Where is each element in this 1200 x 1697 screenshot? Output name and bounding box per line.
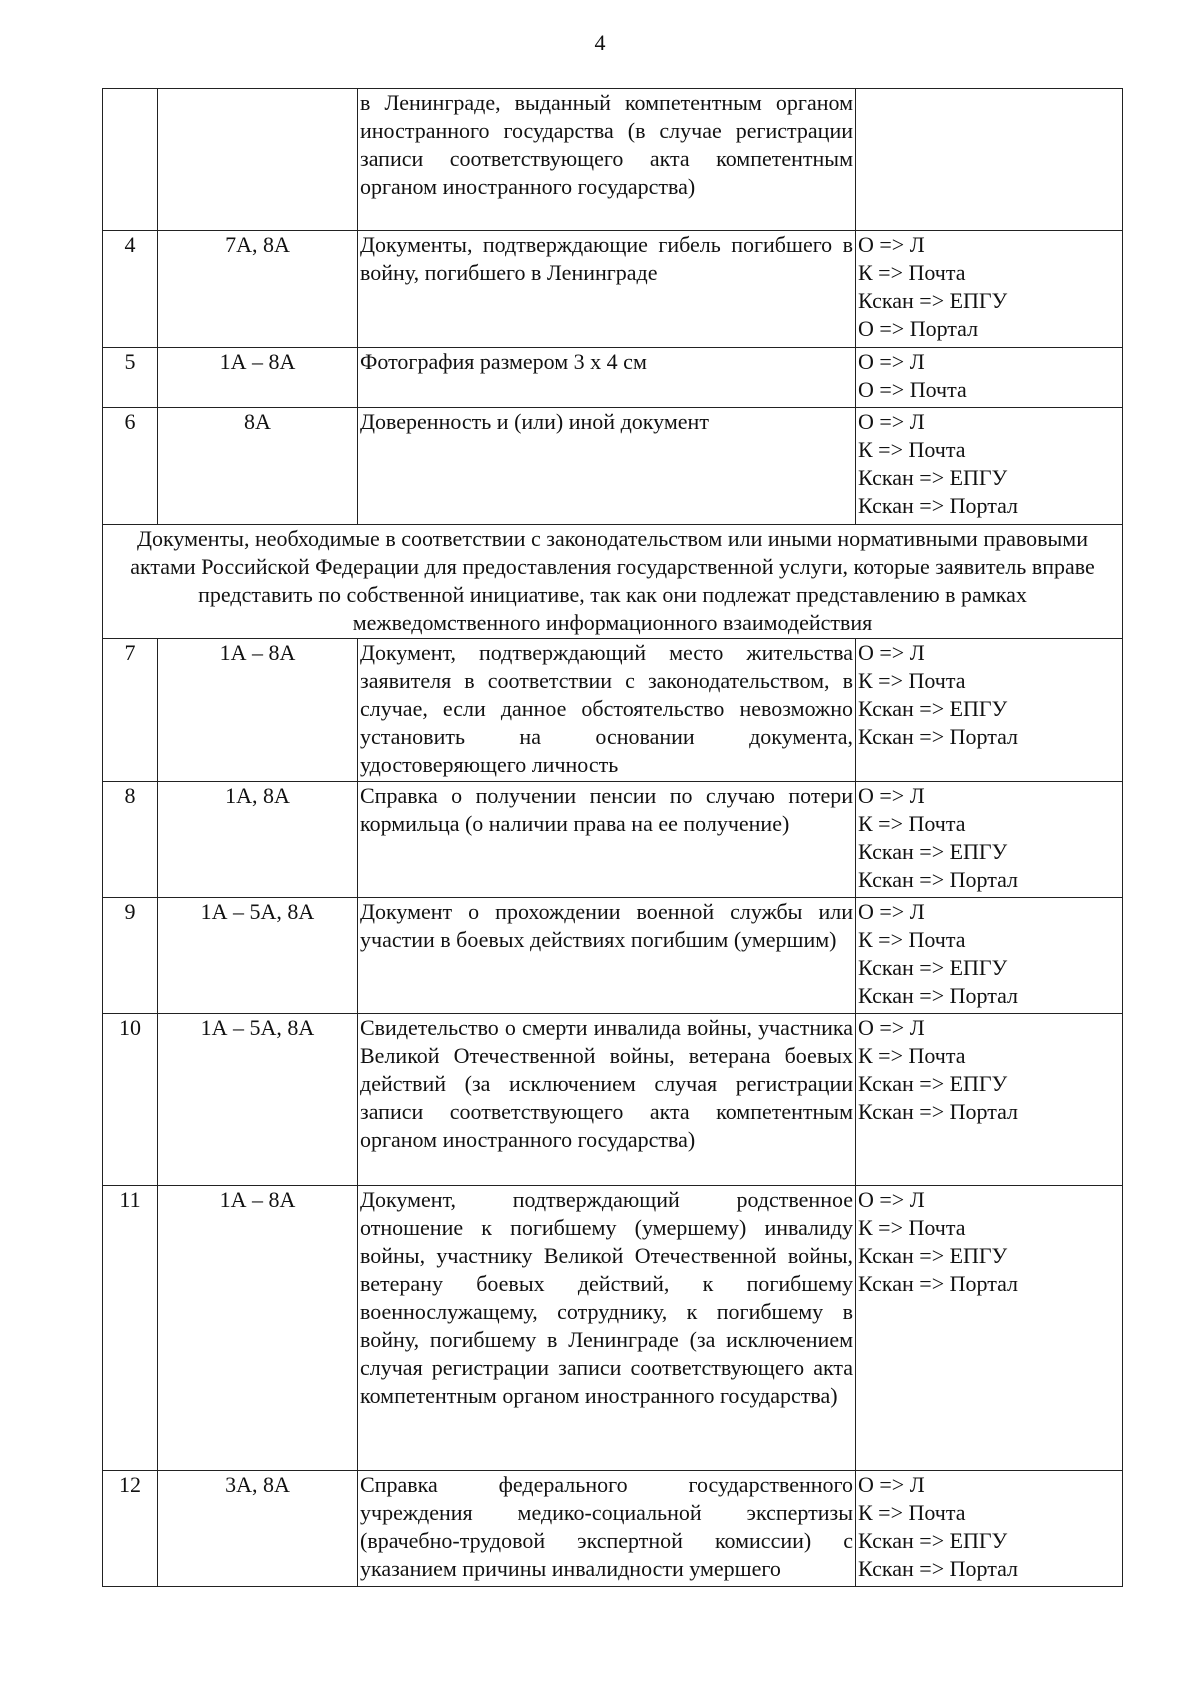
method-item: К => Почта xyxy=(858,1500,966,1525)
page-number: 4 xyxy=(594,30,606,55)
method-item: О => Портал xyxy=(858,316,979,341)
row-methods xyxy=(856,89,1123,231)
method-item: Кскан => ЕПГУ xyxy=(858,288,1008,313)
method-item: Кскан => Портал xyxy=(858,983,1019,1008)
method-item: К => Почта xyxy=(858,1215,966,1240)
method-item: О => Л xyxy=(858,409,925,434)
row-methods xyxy=(856,1014,1123,1186)
row-number: 4 xyxy=(103,231,158,348)
row-methods xyxy=(856,1471,1123,1587)
row-description: Документы, подтверждающие гибель погибшего в войну, погибшего в Ленинграде xyxy=(358,231,856,348)
row-categories: 1А – 8А xyxy=(158,1186,358,1471)
section-heading-row xyxy=(103,525,1123,639)
table-row xyxy=(103,898,1123,1014)
row-description: Фотография размером 3 х 4 см xyxy=(358,348,856,408)
method-item: К => Почта xyxy=(858,1043,966,1068)
row-number: 10 xyxy=(103,1014,158,1186)
row-categories: 8А xyxy=(158,408,358,525)
method-item: О => Л xyxy=(858,899,925,924)
row-number: 7 xyxy=(103,639,158,782)
row-methods xyxy=(856,898,1123,1014)
row-categories: 1А – 8А xyxy=(158,639,358,782)
method-item: О => Л xyxy=(858,1015,925,1040)
method-item: К => Почта xyxy=(858,260,966,285)
method-item: Кскан => ЕПГУ xyxy=(858,955,1008,980)
method-item: Кскан => Портал xyxy=(858,1271,1019,1296)
row-categories: 1А – 5А, 8А xyxy=(158,1014,358,1186)
table-row xyxy=(103,231,1123,348)
row-categories xyxy=(158,89,358,231)
method-item: О => Л xyxy=(858,1187,925,1212)
method-item: О => Л xyxy=(858,783,925,808)
row-methods xyxy=(856,348,1123,408)
row-methods xyxy=(856,639,1123,782)
method-item: О => Л xyxy=(858,640,925,665)
method-item: О => Л xyxy=(858,232,925,257)
table-row xyxy=(103,408,1123,525)
method-item: О => Л xyxy=(858,1472,925,1497)
method-item: Кскан => Портал xyxy=(858,724,1019,749)
row-methods xyxy=(856,408,1123,525)
row-number: 9 xyxy=(103,898,158,1014)
row-description: Свидетельство о смерти инвалида войны, участника Великой Отечественной войны, ветерана боевых действий (за исключением случая регистрации записи соответствующего акта компетентным органом иностранного государства) xyxy=(358,1014,856,1186)
documents-table xyxy=(102,88,1123,1587)
method-item: О => Почта xyxy=(858,377,967,402)
row-description: Справка федерального государственного учреждения медико-социальной экспертизы (врачебно-трудовой экспертной комиссии) с указанием причины инвалидности умершего xyxy=(358,1471,856,1587)
row-categories: 1А – 8А xyxy=(158,348,358,408)
method-item: К => Почта xyxy=(858,927,966,952)
table-row xyxy=(103,1014,1123,1186)
row-description: Документ, подтверждающий место жительства заявителя в соответствии с законодательством, в случае, если данное обстоятельство невозможно установить на основании документа, удостоверяющего личность xyxy=(358,639,856,782)
row-methods xyxy=(856,231,1123,348)
row-number xyxy=(103,89,158,231)
row-number: 5 xyxy=(103,348,158,408)
table-row xyxy=(103,89,1123,231)
method-item: Кскан => ЕПГУ xyxy=(858,839,1008,864)
row-methods xyxy=(856,782,1123,898)
row-categories: 7А, 8А xyxy=(158,231,358,348)
row-categories: 1А, 8А xyxy=(158,782,358,898)
section-heading: Документы, необходимые в соответствии с законодательством или иными нормативными правовыми актами Российской Федерации для предоставления государственной услуги, которые заявитель вправе представить по собственной инициативе, так как они подлежат представлению в рамках межведомственного информационного взаимодействия xyxy=(103,525,1123,639)
method-item: Кскан => ЕПГУ xyxy=(858,1071,1008,1096)
method-item: Кскан => ЕПГУ xyxy=(858,465,1008,490)
table-row xyxy=(103,639,1123,782)
method-item: К => Почта xyxy=(858,437,966,462)
row-description: Документ, подтверждающий родственное отношение к погибшему (умершему) инвалиду войны, участнику Великой Отечественной войны, ветерану боевых действий, к погибшему военнослужащему, сотруднику, к погибшему в войну, погибшему в Ленинграде (за исключением случая регистрации записи соответствующего акта компетентным органом иностранного государства) xyxy=(358,1186,856,1471)
table-row xyxy=(103,1471,1123,1587)
method-item: Кскан => ЕПГУ xyxy=(858,696,1008,721)
row-methods xyxy=(856,1186,1123,1471)
method-item: О => Л xyxy=(858,349,925,374)
row-description: Справка о получении пенсии по случаю потери кормильца (о наличии права на ее получение) xyxy=(358,782,856,898)
method-item: К => Почта xyxy=(858,668,966,693)
table-row xyxy=(103,1186,1123,1471)
row-description: в Ленинграде, выданный компетентным органом иностранного государства (в случае регистрации записи соответствующего акта компетентным органом иностранного государства) xyxy=(358,89,856,231)
row-number: 8 xyxy=(103,782,158,898)
row-categories: 3А, 8А xyxy=(158,1471,358,1587)
row-description: Документ о прохождении военной службы или участии в боевых действиях погибшим (умершим) xyxy=(358,898,856,1014)
method-item: Кскан => ЕПГУ xyxy=(858,1528,1008,1553)
method-item: Кскан => Портал xyxy=(858,1099,1019,1124)
method-item: Кскан => Портал xyxy=(858,493,1019,518)
row-number: 11 xyxy=(103,1186,158,1471)
row-categories: 1А – 5А, 8А xyxy=(158,898,358,1014)
method-item: Кскан => Портал xyxy=(858,867,1019,892)
table-row xyxy=(103,348,1123,408)
row-description: Доверенность и (или) иной документ xyxy=(358,408,856,525)
table-row xyxy=(103,782,1123,898)
method-item: К => Почта xyxy=(858,811,966,836)
row-number: 6 xyxy=(103,408,158,525)
row-number: 12 xyxy=(103,1471,158,1587)
method-item: Кскан => Портал xyxy=(858,1556,1019,1581)
method-item: Кскан => ЕПГУ xyxy=(858,1243,1008,1268)
